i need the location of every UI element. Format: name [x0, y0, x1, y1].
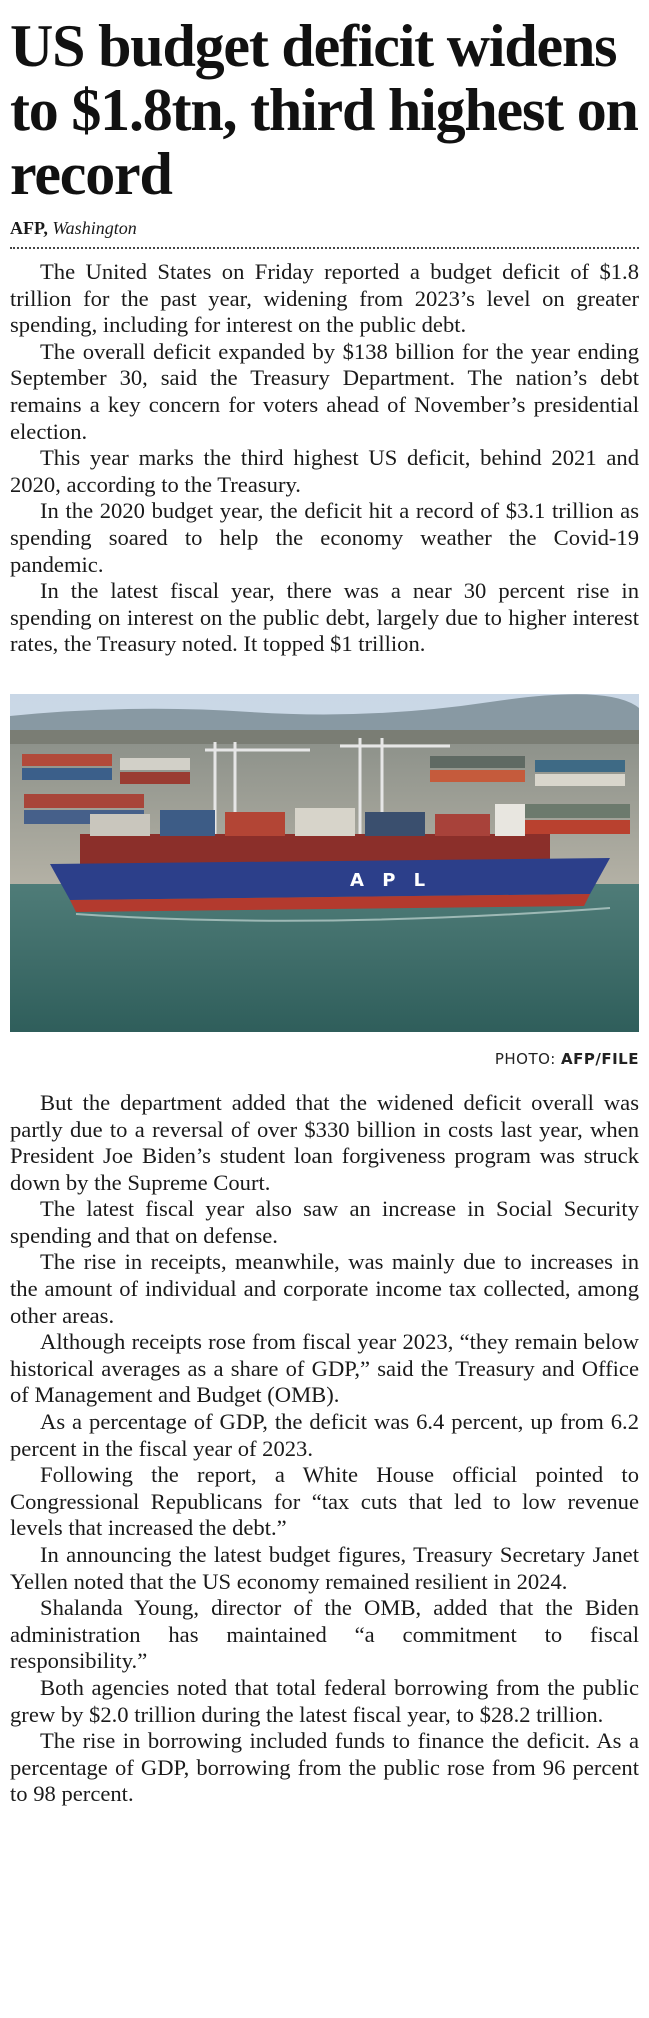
headline: US budget deficit widens to $1.8tn, third highest on record [10, 13, 638, 207]
paragraph: The overall deficit expanded by $138 billion for the year ending September 30, said the Treasury Department. The nation’s debt remains a key concern for voters ahead of November’s presidential election. [10, 338, 639, 444]
byline-divider [10, 247, 639, 249]
article [10, 0, 639, 1808]
paragraph: The United States on Friday reported a budget deficit of $1.8 trillion for the past year, widening from 2023’s level on greater spending, including for interest on the public debt. [10, 259, 639, 338]
byline [10, 218, 639, 239]
paragraph: Both agencies noted that total federal borrowing from the public grew by $2.0 trillion during the latest fiscal year, to $28.2 trillion. [10, 1674, 639, 1727]
ship-label: A P L [350, 869, 432, 891]
paragraph: The rise in borrowing included funds to finance the deficit. As a percentage of GDP, borrowing from the public rose from 96 percent to 98 percent. [10, 1728, 639, 1807]
paragraph: This year marks the third highest US deficit, behind 2021 and 2020, according to the Treasury. [10, 445, 639, 497]
paragraph: But the department added that the widened deficit overall was partly due to a reversal of over $330 billion in costs last year, when President Joe Biden’s student loan forgiveness program was struck down by the Supreme Court. [10, 1089, 639, 1195]
paragraph: Shalanda Young, director of the OMB, added that the Biden administration has maintained “a commitment to fiscal responsibility.” [10, 1595, 639, 1674]
photo-credit [10, 1050, 639, 1068]
photo-credit-prefix: PHOTO: [494, 1049, 556, 1068]
paragraph: The latest fiscal year also saw an increase in Social Security spending and that on defense. [10, 1196, 639, 1248]
paragraph: The rise in receipts, meanwhile, was mainly due to increases in the amount of individual and corporate income tax collected, among other areas. [10, 1249, 639, 1328]
article-body-bottom [10, 1090, 639, 1808]
paragraph: In the 2020 budget year, the deficit hit a record of $3.1 trillion as spending soared to help the economy weather the Covid-19 pandemic. [10, 498, 639, 577]
paragraph: In announcing the latest budget figures, Treasury Secretary Janet Yellen noted that the US economy remained resilient in 2024. [10, 1542, 639, 1594]
article-body-top [10, 259, 639, 658]
photo-credit-source: AFP/FILE [561, 1049, 639, 1068]
paragraph: Following the report, a White House official pointed to Congressional Republicans for “tax cuts that led to low revenue levels that increased the debt.” [10, 1462, 639, 1541]
paragraph: As a percentage of GDP, the deficit was 6.4 percent, up from 6.2 percent in the fiscal year of 2023. [10, 1409, 639, 1461]
cargo-ship-port-photo [10, 694, 639, 1032]
paragraph: In the latest fiscal year, there was a near 30 percent rise in spending on interest on the public debt, largely due to higher interest rates, the Treasury noted. It topped $1 trillion. [10, 578, 639, 657]
byline-place: Washington [52, 218, 137, 238]
byline-agency: AFP, [10, 218, 48, 238]
paragraph: Although receipts rose from fiscal year 2023, “they remain below historical averages as a share of GDP,” said the Treasury and Office of Management and Budget (OMB). [10, 1329, 639, 1408]
